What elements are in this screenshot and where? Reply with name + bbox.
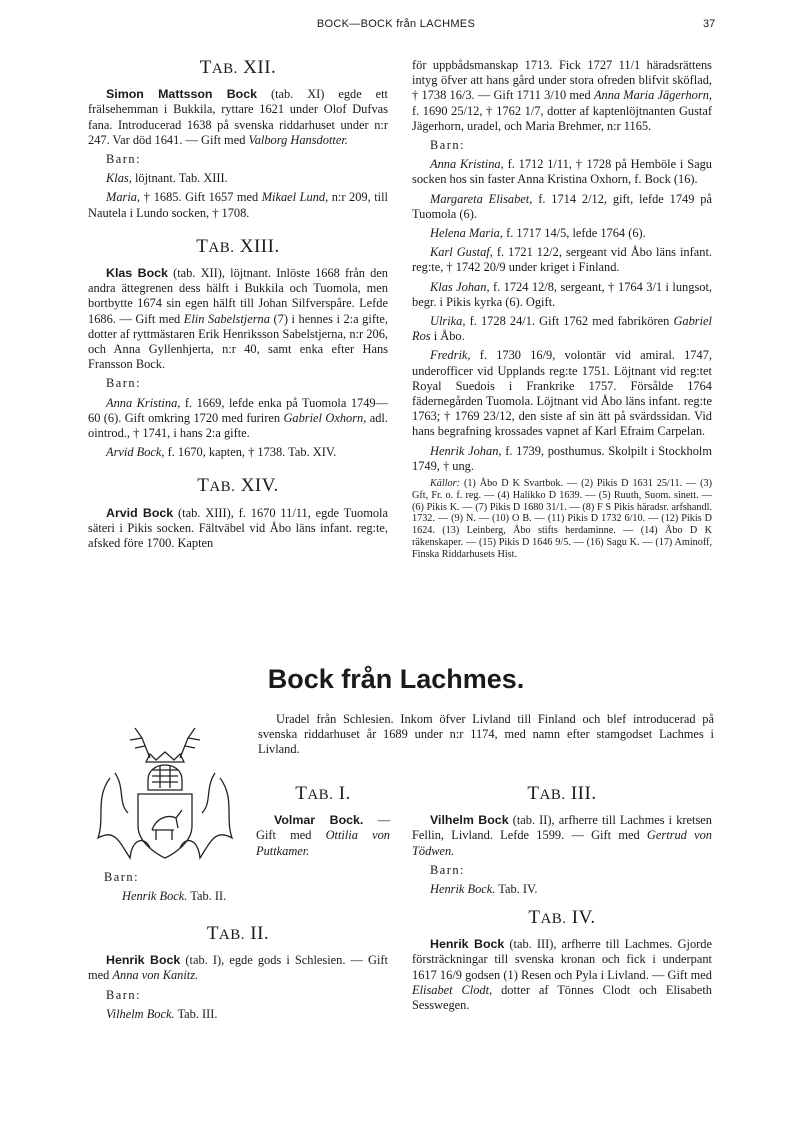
lachmes-tab-ii xyxy=(88,923,388,1026)
child-entry: Henrik Bock. Tab. IV. xyxy=(430,882,538,897)
lachmes-tab-iii xyxy=(412,783,712,901)
tab-xii-heading: TAB. XII. xyxy=(199,57,277,78)
barn-label: Barn: xyxy=(106,987,142,1002)
tab-iv-heading: TAB. IV. xyxy=(528,907,596,928)
right-column xyxy=(412,58,712,565)
tab-xiv-entry: Arvid Bock (tab. XIII), f. 1670 11/11, egde Tuomola säteri i Pikis socken. Fältväbel vid Åbo läns infant. reg:te, afsked före 1700. Kapten xyxy=(88,505,388,551)
child-entry: Karl Gustaf, f. 1721 12/2, sergeant vid Åbo läns infant. reg:te, † 1742 20/9 under kriget i Finland. xyxy=(412,245,712,275)
page-number: 37 xyxy=(703,18,716,30)
child-entry: Fredrik, f. 1730 16/9, volontär vid amiral. 1747, underofficer vid Upplands reg:te 1751. Löjtnant vid reg:tet Royal Suedois i Frankrike 1757. Försålde 1764 fädernegården Tuomola. Löjtnant vid Åbo läns infant. reg:te 1763; † 1769 23/12, den siste af sin ätt på svärdssidan. Vid hans begrafning krossades vapnet af Karl Efraim Carpelan. xyxy=(412,348,712,439)
tab-xiii-heading: TAB. XIII. xyxy=(196,235,280,257)
child-entry: Maria, † 1685. Gift 1657 med Mikael Lund, n:r 209, till Nautela i Lundo socken, † 1708. xyxy=(88,190,388,220)
barn-label: Barn: xyxy=(430,138,466,153)
tab-i-children xyxy=(104,866,390,908)
tab-i-entry: Volmar Bock. — Gift med Ottilia von Puttkamer. xyxy=(256,813,390,858)
coat-of-arms-image xyxy=(90,718,240,868)
lachmes-tab-i xyxy=(256,783,390,863)
running-head: BOCK—BOCK från LACHMES xyxy=(316,18,476,30)
tab-xiii-entry: Klas Bock (tab. XII), löjtnant. Inlöste 1668 från den andra ättegrenen dess hälft i Bukkila och Tuomola, men bortbytte 1674 sin egen hälft till Johan Silfverspåre. Lefde 1686. — Gift med Elin Sabelstjerna (7) i hennes i 2:a gifte, dotter af ryttmästaren Erik Henriksson Sabelstjerna, n:r 206, och Anna Gyllenhjerta, n:r 40, samt enka efter Hans Fransson Bock. xyxy=(88,266,388,372)
tab-iv-entry: Henrik Bock (tab. III), arfherre till Lachmes. Gjorde försträckningar till svenska kronan och fick i underpant 1617 16/9 godsen (1) Resen och Pyla i Livland. — Gift med Elisabet Clodt, dotter af Tönnes Clodt och Elisabeth Sesswegen. xyxy=(412,937,712,1013)
left-column xyxy=(88,57,388,555)
child-entry: Margareta Elisabet, f. 1714 2/12, gift, lefde 1749 på Tuomola (6). xyxy=(412,191,712,221)
tab-ii-heading: TAB. II. xyxy=(206,923,270,944)
intro-text: Uradel från Schlesien. Inkom öfver Livland till Finland och blef introducerad på svenska riddarhuset år 1689 under n:r 1174, med namn efter stamgodset Lachmes i Livland. xyxy=(258,712,714,757)
tab-i-heading: TAB. I. xyxy=(295,783,351,804)
child-entry: Arvid Bock, f. 1670, kapten, † 1738. Tab. XIV. xyxy=(106,445,337,460)
lachmes-tab-iv xyxy=(412,907,712,1017)
tab-ii-entry: Henrik Bock (tab. I), egde gods i Schlesien. — Gift med Anna von Kanitz. xyxy=(88,953,388,983)
barn-label: Barn: xyxy=(430,862,466,877)
child-entry: Henrik Johan, f. 1739, posthumus. Skolpilt i Stockholm 1749, † ung. xyxy=(412,443,712,473)
child-entry: Ulrika, f. 1728 24/1. Gift 1762 med fabrikören Gabriel Ros i Åbo. xyxy=(412,314,712,344)
child-entry: Klas, löjtnant. Tab. XIII. xyxy=(106,171,228,186)
barn-label: Barn: xyxy=(106,152,142,167)
tab-xiv-heading: TAB. XIV. xyxy=(197,475,279,497)
sources-note: Källor: (1) Åbo D K Svartbok. — (2) Pikis D 1631 25/11. — (3) Gft, Fr. o. f. reg. — (4) Halikko D 1639. — (5) Ruuth, Suom. sinett. — (6) Pikis K. — (7) Pikis D 1680 31/1. — (8) F S Pikis häradsr. arfshandl. 1732. — (9) N. — (10) O B. — (11) Pikis D 1732 6/10. — (12) Pikis D 1624. (13) Leinberg, Åbo stifts herdaminne. — (14) Åbo D K räkenskaper. — (15) Pikis D 1646 9/5. — (16) Sagu K. — (17) Aminoff, Finska Riddarhusets Hist. xyxy=(412,478,713,560)
child-entry: Klas Johan, f. 1724 12/8, sergeant, † 1764 3/1 i lungsot, begr. i Pikis kyrka (6). Ogift. xyxy=(412,279,712,309)
tab-xii-entry: Simon Mattsson Bock (tab. XI) egde ett frälsehemman i Bukkila, ryttare 1621 under Olof Dufvas fana. Introducerad 1638 på svenska riddarhuset under n:r 247. Var död 1641. — Gift med Valborg Hansdotter. xyxy=(88,87,388,147)
tab-iii-entry: Vilhelm Bock (tab. II), arfherre till Lachmes i kretsen Fellin, Livland. Lefde 1599. — Gift med Gertrud von Tödwen. xyxy=(412,813,712,858)
continuation-text: för uppbådsmanskap 1713. Fick 1727 11/1 häradsrättens intyg öfver att hans gård under stora ofreden blifvit sköflad, † 1738 16/3. — Gift 1711 3/10 med Anna Maria Jägerhorn, f. 1690 25/12, † 1762 1/7, dotter af kaptenlöjtnanten Gustaf Jägerhorn, uradel, och Maria Brehmer, n:r 1165. xyxy=(412,58,712,133)
child-entry: Anna Kristina, f. 1712 1/11, † 1728 på Hemböle i Sagu socken hos sin faster Anna Kristina Oxhorn, f. Bock (16). xyxy=(412,157,712,187)
child-entry: Anna Kristina, f. 1669, lefde enka på Tuomola 1749—60 (6). Gift omkring 1720 med furiren Gabriel Oxhorn, adl. ointrod., † 1741, i hans 2:a gifte. xyxy=(88,395,388,441)
lachmes-intro xyxy=(258,712,714,762)
barn-label: Barn: xyxy=(106,376,142,391)
barn-label: Barn: xyxy=(104,870,140,884)
child-entry: Helena Maria, f. 1717 14/5, lefde 1764 (6). xyxy=(430,226,646,241)
family-title: Bock från Lachmes. xyxy=(267,664,525,694)
child-entry: Vilhelm Bock. Tab. III. xyxy=(106,1006,218,1021)
child-entry: Henrik Bock. Tab. II. xyxy=(122,889,227,904)
tab-iii-heading: TAB. III. xyxy=(527,783,597,804)
